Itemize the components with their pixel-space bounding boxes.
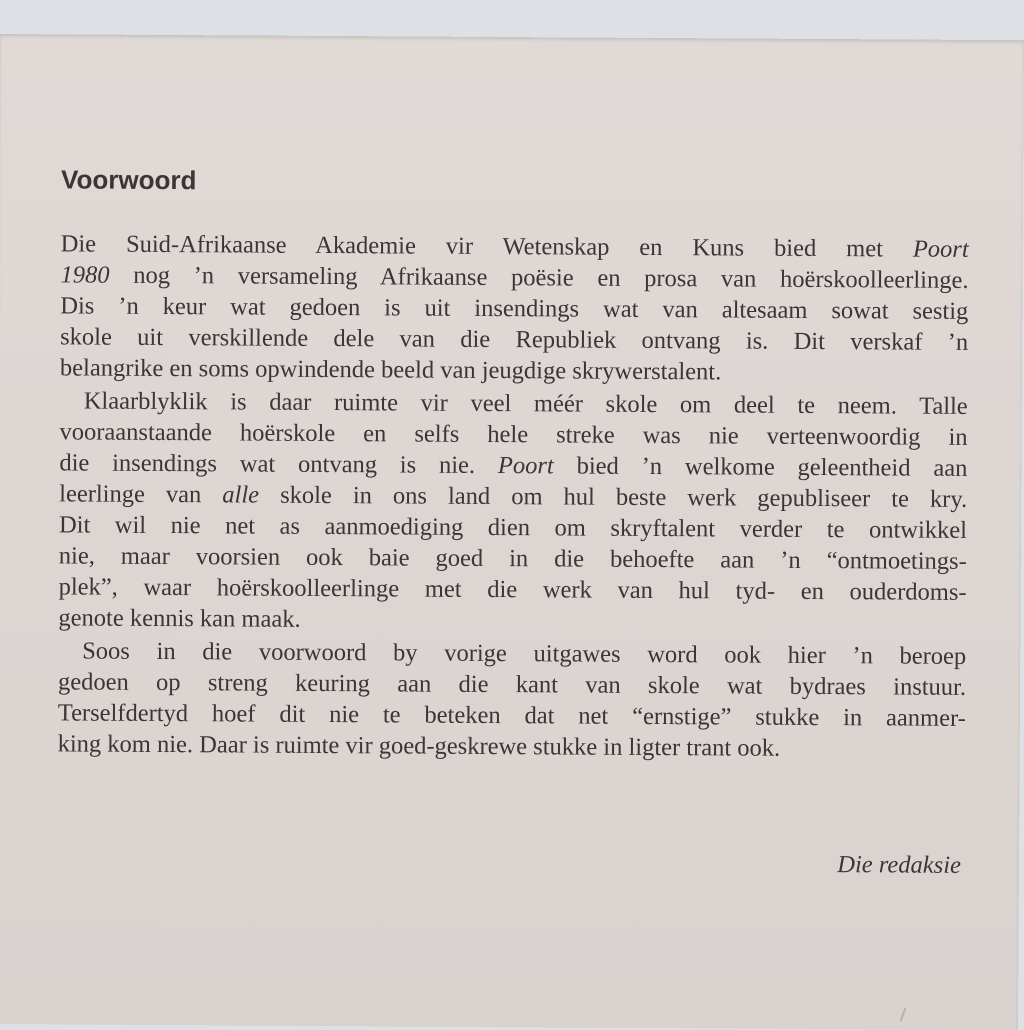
text-line: die insendings wat ontvang is nie. Poort bied ’n welkome geleentheid aan <box>59 449 968 482</box>
text-line: Dit wil nie net as aanmoediging dien om skryftalent verder te ontwikkel <box>58 511 968 544</box>
text-line: gedoen op streng keuring aan die kant van skole wat bydraes instuur. <box>57 668 967 701</box>
text-line: nie, maar voorsien ook baie goed in die behoefte aan ’n “ontmoetings- <box>58 542 967 575</box>
paragraph-3 <box>58 635 967 765</box>
text-line: Terselfdertyd hoef dit nie te beteken dat net “ernstige” stukke in aanmer- <box>57 699 966 732</box>
italic-text: alle <box>222 481 260 509</box>
signature: Die redaksie <box>837 851 962 879</box>
paragraph-2 <box>58 385 967 639</box>
text-line: Soos in die voorwoord by vorige uitgawes word ook hier ’n beroep <box>82 637 967 670</box>
page-title: Voorwoord <box>61 164 197 196</box>
italic-text: Poort <box>912 235 969 263</box>
text-line: king kom nie. Daar is ruimte vir goed-geskrewe stukke in ligter trant ook. <box>57 730 781 762</box>
text-line: leerlinge van alle skole in ons land om hul beste werk gepubliseer te kry. <box>59 480 968 513</box>
text-line: vooraanstaande hoërskole en selfs hele streke was nie verteenwoordig in <box>59 418 968 451</box>
paper-speck <box>900 1008 907 1022</box>
book-page <box>0 34 1024 1030</box>
text-line: genote kennis kan maak. <box>58 604 301 633</box>
text-line: 1980 nog ’n versameling Afrikaanse poësie en prosa van hoërskoolleerlinge. <box>60 261 969 294</box>
italic-text: 1980 <box>60 261 110 289</box>
paragraph-1 <box>60 228 969 389</box>
text-line: skole uit verskillende dele van die Republiek ontvang is. Dit verskaf ’n <box>60 323 969 356</box>
text-line: plek”, waar hoërskoolleerlinge met die werk van hul tyd- en ouderdoms- <box>58 573 967 606</box>
text-line: Die Suid-Afrikaanse Akademie vir Wetenskap en Kuns bied met Poort <box>60 230 969 263</box>
text-line: belangrike en soms opwindende beeld van jeugdige skrywerstalent. <box>59 354 722 386</box>
italic-text: Poort <box>497 452 554 480</box>
text-line: Dis ’n keur wat gedoen is uit insendings wat van altesaam sowat sestig <box>60 292 969 325</box>
text-line: Klaarblyklik is daar ruimte vir veel méér skole om deel te neem. Talle <box>83 387 968 420</box>
body-text <box>58 228 969 767</box>
